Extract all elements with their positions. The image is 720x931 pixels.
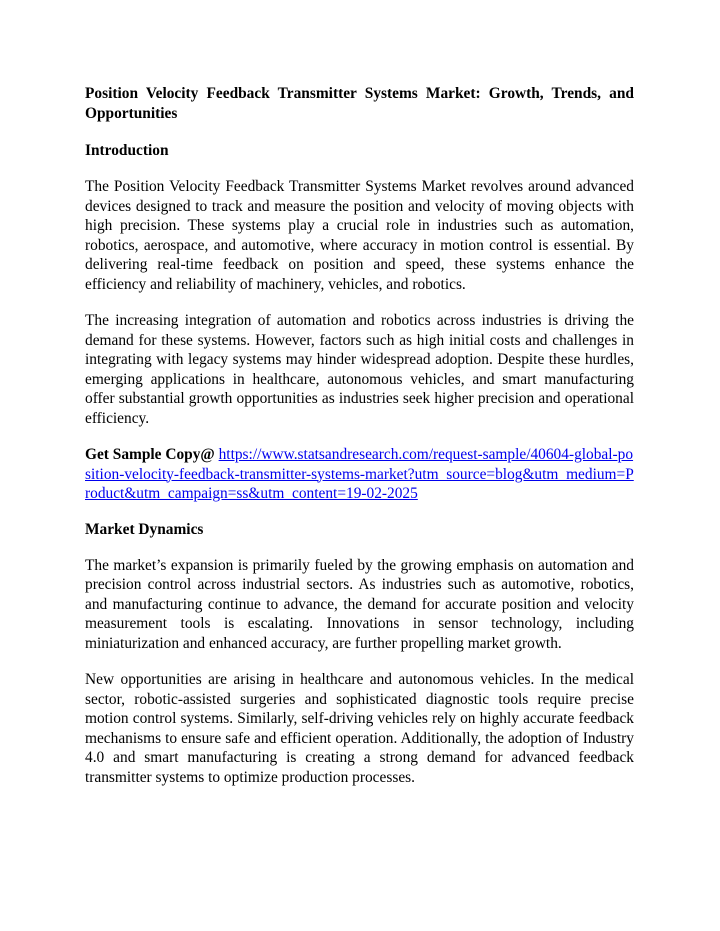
- sample-copy-line: [85, 445, 634, 504]
- document-page: [85, 84, 634, 804]
- intro-paragraph-1: The Position Velocity Feedback Transmitter Systems Market revolves around advanced devices designed to track and measure the position and velocity of moving objects with high precision. These systems play a crucial role in industries such as automation, robotics, aerospace, and automotive, where accuracy in motion control is essential. By delivering real-time feedback on position and speed, these systems enhance the efficiency and reliability of machinery, vehicles, and robotics.: [85, 178, 634, 293]
- dynamics-paragraph-1: The market’s expansion is primarily fueled by the growing emphasis on automation and precision control across industrial sectors. As industries such as automotive, robotics, and manufacturing continue to advance, the demand for accurate position and velocity measurement tools is escalating. Innovations in sensor technology, including miniaturization and enhanced accuracy, are further propelling market growth.: [85, 556, 634, 652]
- intro-paragraph-2: The increasing integration of automation and robotics across industries is driving the demand for these systems. However, factors such as high initial costs and challenges in integrating with legacy systems may hinder widespread adoption. Despite these hurdles, emerging applications in healthcare, autonomous vehicles, and smart manufacturing offer substantial growth opportunities as industries seek higher precision and operational efficiency.: [85, 312, 634, 427]
- section-heading-market-dynamics: Market Dynamics: [85, 520, 204, 538]
- dynamics-paragraph-2: New opportunities are arising in healthcare and autonomous vehicles. In the medical sector, robotic-assisted surgeries and sophisticated diagnostic tools require precise motion control systems. Similarly, self-driving vehicles rely on highly accurate feedback mechanisms to ensure safe and efficient operation. Additionally, the adoption of Industry 4.0 and smart manufacturing is creating a strong demand for advanced feedback transmitter systems to optimize production processes.: [85, 671, 634, 786]
- sample-copy-label: Get Sample Copy@: [85, 446, 215, 463]
- document-title: Position Velocity Feedback Transmitter Systems Market: Growth, Trends, and Opportunities: [85, 85, 634, 122]
- sample-copy-link[interactable]: https://www.statsandresearch.com/request-sample/40604-global-position-velocity-feedback-transmitter-systems-market?utm_source=blog&utm_medium=Product&utm_campaign=ss&utm_content=19-02-2025: [85, 446, 634, 502]
- section-heading-introduction: Introduction: [85, 142, 169, 159]
